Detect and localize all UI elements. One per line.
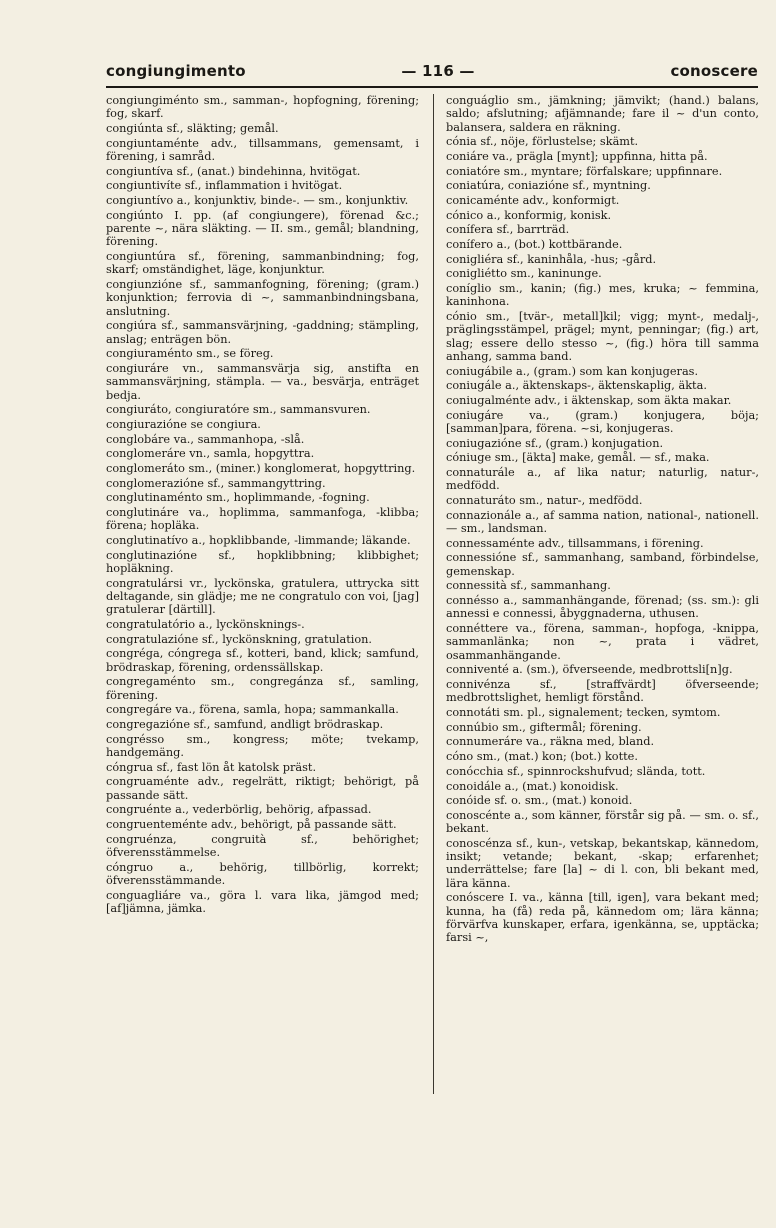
dictionary-entry: coniugalménte adv., i äktenskap, som äkta makar. — [446, 394, 732, 408]
dictionary-entry: conoidále a., (mat.) konoidisk. — [446, 779, 619, 793]
dictionary-entry: connazionále a., af samma nation, national-, nationell. — sm., landsman. — [446, 508, 759, 536]
left-column — [106, 94, 419, 917]
dictionary-entry: connotáti sm. pl., signalement; tecken, symtom. — [446, 706, 721, 720]
dictionary-entry: congruénte a., vederbörlig, behörig, afpassad. — [106, 803, 372, 817]
dictionary-entry: coniugazióne sf., (gram.) konjugation. — [446, 436, 664, 450]
dictionary-entry: congiuraménto sm., se föreg. — [106, 347, 274, 361]
column-divider — [433, 94, 434, 1094]
dictionary-entry: congruénza, congruità sf., behörighet; öfverensstämmelse. — [106, 832, 419, 860]
dictionary-entry: congiúnto I. pp. (af congiungere), förenad &c.; parente ~, nära släkting. — II. sm., gemål; blandning, förening. — [106, 208, 419, 249]
dictionary-entry: conguagliáre va., göra l. vara lika, jämgod med; [af]jämna, jämka. — [106, 888, 419, 915]
dictionary-entry: cónia sf., nöje, förlustelse; skämt. — [446, 135, 639, 149]
dictionary-entry: connessióne sf., sammanhang, samband, förbindelse, gemenskap. — [446, 551, 759, 578]
dictionary-entry: conigliétto sm., kaninunge. — [446, 267, 602, 281]
dictionary-entry: cónico a., konformig, konisk. — [446, 208, 612, 222]
dictionary-entry: conglutinaménto sm., hoplimmande, -fogning. — [106, 491, 370, 505]
dictionary-entry: congrésso sm., kongress; möte; tvekamp, handgemäng. — [106, 732, 419, 759]
dictionary-entry: congiuntúra sf., förening, sammanbindning; fog, skarf; omständighet, läge, konjunktur. — [106, 250, 419, 277]
right-column — [446, 94, 759, 946]
dictionary-entry: congiungiménto sm., samman-, hopfogning, förening; fog, skarf. — [106, 94, 419, 121]
dictionary-entry: conglomeráto sm., (miner.) konglomerat, hopgyttring. — [106, 461, 416, 475]
dictionary-entry: conoscénte a., som känner, förstår sig på. — sm. o. sf., bekant. — [446, 808, 759, 836]
dictionary-entry: connéttere va., förena, samman-, hopfoga, -knippa, sammanlänka; non ~, prata i vädret, osammanhängande. — [446, 622, 759, 662]
dictionary-entry: conglutinazióne sf., hopklibbning; klibbighet; hopläkning. — [106, 548, 419, 575]
dictionary-entry: congiunzióne sf., sammanfogning, förening; (gram.) konjunktion; ferrovia di ~, sammanbindningsbana, anslutning. — [106, 277, 419, 318]
dictionary-entry: conóscere I. va., känna [till, igen], vara bekant med; kunna, ha (få) reda på, kännedom om; lära känna; förvärfva kunskaper, erfara, igenkänna, se, upptäcka; farsi ~, — [446, 891, 759, 945]
dictionary-entry: conífera sf., barrträd. — [446, 223, 570, 237]
dictionary-entry: congiuntívo a., konjunktiv, binde-. — sm., konjunktiv. — [106, 194, 409, 208]
dictionary-entry: conglutináre va., hoplimma, sammanfoga, -klibba; förena; hopläka. — [106, 506, 419, 533]
dictionary-entry: connúbio sm., giftermål; förening. — [446, 720, 642, 734]
header-rule — [106, 86, 758, 88]
dictionary-entry: conoscénza sf., kun-, vetskap, bekantskap, kännedom, insikt; vetande; bekant, -skap; erfarenhet; underrättelse; fare [la] ~ di l. con, bli bekant med, lära känna. — [446, 836, 759, 890]
dictionary-entry: connaturále a., af lika natur; naturlig, natur-, medfödd. — [446, 466, 759, 493]
dictionary-entry: cóngruo a., behörig, tillbörlig, korrekt; öfverensstämmande. — [106, 860, 419, 887]
dictionary-entry: conglomerazióne sf., sammangyttring. — [106, 476, 326, 490]
dictionary-entry: coniáre va., prägla [mynt]; uppfinna, hitta på. — [446, 149, 708, 163]
dictionary-entry: cóno sm., (mat.) kon; (bot.) kotte. — [446, 750, 638, 764]
dictionary-entry: conífero a., (bot.) kottbärande. — [446, 238, 623, 252]
page-number: — 116 — — [401, 62, 475, 80]
dictionary-entry: congiurazióne se congiura. — [106, 417, 261, 431]
dictionary-entry: connessità sf., sammanhang. — [446, 579, 611, 593]
dictionary-entry: congiuntivíte sf., inflammation i hvitögat. — [106, 179, 343, 193]
dictionary-entry: connésso a., sammanhängande, förenad; (ss. sm.): gli annessi e connessi, åbyggnaderna, uthusen. — [446, 594, 759, 621]
dictionary-entry: conguáglio sm., jämkning; jämvikt; (hand.) balans, saldo; afslutning; afjämnande; fare il ~ d'un conto, balansera, saldera en räkning. — [446, 94, 759, 134]
dictionary-entry: conicaménte adv., konformigt. — [446, 194, 620, 208]
dictionary-entry: cóniuge sm., [äkta] make, gemål. — sf., maka. — [446, 451, 710, 465]
dictionary-entry: congratulatório a., lyckönsknings-. — [106, 617, 305, 631]
dictionary-entry: congiuntíva sf., (anat.) bindehinna, hvitögat. — [106, 164, 361, 178]
dictionary-entry: conglutinatívo a., hopklibbande, -limmande; läkande. — [106, 534, 411, 548]
dictionary-entry: congregáre va., förena, samla, hopa; sammankalla. — [106, 703, 399, 717]
dictionary-entry: conócchia sf., spinnrockshufvud; slända, tott. — [446, 764, 706, 778]
dictionary-entry: congiúra sf., sammansvärjning, -gaddning; stämpling, anslag; enträgen bön. — [106, 319, 419, 346]
dictionary-entry: connaturáto sm., natur-, medfödd. — [446, 494, 643, 508]
dictionary-entry: connumeráre va., räkna med, bland. — [446, 735, 655, 749]
dictionary-entry: congruenteménte adv., behörigt, på passande sätt. — [106, 818, 397, 832]
dictionary-entry: coniatóre sm., myntare; förfalskare; uppfinnare. — [446, 164, 723, 178]
dictionary-entry: congruaménte adv., regelrätt, riktigt; behörigt, på passande sätt. — [106, 775, 419, 802]
dictionary-entry: congiuntaménte adv., tillsammans, gemensamt, i förening, i samråd. — [106, 136, 419, 163]
dictionary-entry: congratulazióne sf., lyckönskning, gratulation. — [106, 632, 373, 646]
dictionary-entry: congregaménto sm., congregánza sf., samling, förening. — [106, 675, 419, 702]
dictionary-entry: coníglio sm., kanin; (fig.) mes, kruka; ~ femmina, kaninhona. — [446, 282, 759, 309]
dictionary-entry: conóide sf. o. sm., (mat.) konoid. — [446, 794, 633, 808]
dictionary-entry: connivénza sf., [straffvärdt] öfverseende; medbrottslighet, hemligt förstånd. — [446, 678, 759, 705]
running-head-left: congiungimento — [106, 62, 246, 80]
dictionary-entry: congregazióne sf., samfund, andligt brödraskap. — [106, 718, 384, 731]
dictionary-entry: congiuráto, congiuratóre sm., sammansvuren. — [106, 403, 371, 417]
dictionary-entry: congiuráre vn., sammansvärja sig, anstifta en sammansvärjning, stämpla. — va., besvärja, enträget bedja. — [106, 361, 419, 402]
dictionary-entry: coniugáre va., (gram.) konjugera, böja; [samman]para, förena. ~si, konjugeras. — [446, 408, 759, 436]
dictionary-entry: conglobáre va., sammanhopa, -slå. — [106, 432, 305, 446]
running-head-right: conoscere — [670, 62, 758, 80]
dictionary-entry: cónio sm., [tvär-, metall]kil; vigg; mynt-, medalj-, präglingsstämpel, prägel; mynt, penningar; (fig.) art, slag; essere dello stesso ~, (fig.) höra till samma anhang, samma band. — [446, 310, 759, 364]
dictionary-entry: coniugále a., äktenskaps-, äktenskaplig, äkta. — [446, 379, 707, 393]
dictionary-entry: coniatúra, coniazióne sf., myntning. — [446, 179, 651, 193]
dictionary-entry: conigliéra sf., kaninhåla, -hus; -gård. — [446, 252, 657, 266]
dictionary-entry: conniventé a. (sm.), öfverseende, medbrottsli[n]g. — [446, 663, 733, 677]
dictionary-entry: conglomeráre vn., samla, hopgyttra. — [106, 447, 315, 461]
dictionary-entry: congratulársi vr., lyckönska, gratulera, uttrycka sitt deltagande, sin glädje; me ne congratulo con voi, [jag] gratulerar [därtill]. — [106, 576, 419, 617]
dictionary-entry: congréga, cóngrega sf., kotteri, band, klick; samfund, brödraskap, förening, ordenssällskap. — [106, 647, 419, 674]
dictionary-entry: coniugábile a., (gram.) som kan konjugeras. — [446, 364, 699, 378]
dictionary-entry: congiúnta sf., släkting; gemål. — [106, 121, 279, 135]
dictionary-entry: connessaménte adv., tillsammans, i förening. — [446, 536, 704, 550]
dictionary-entry: cóngrua sf., fast lön åt katolsk präst. — [106, 760, 317, 774]
